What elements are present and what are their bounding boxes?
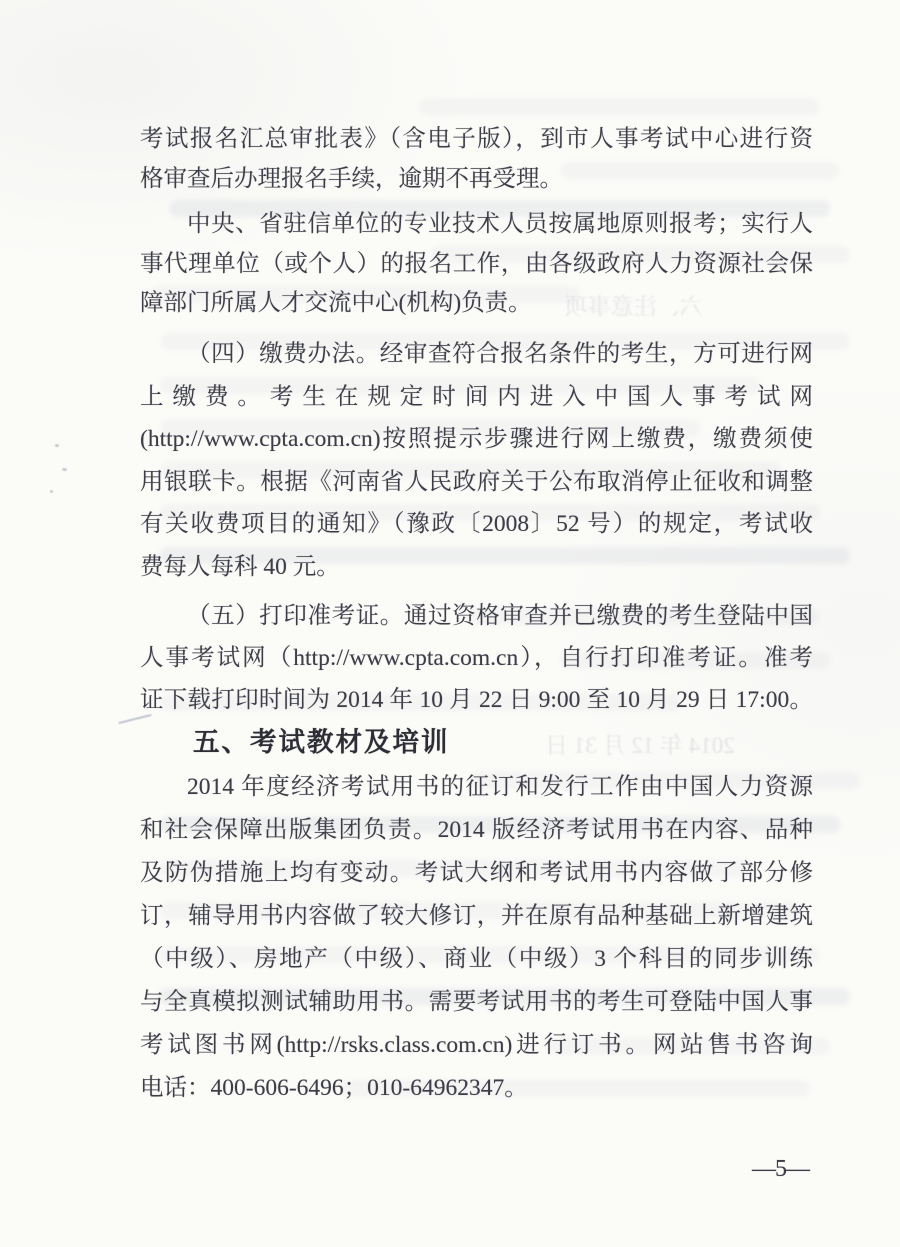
text-line: 证下载打印时间为 2014 年 10 月 22 日 9:00 至 10 月 29 日 17:00。	[140, 687, 813, 714]
para-textbooks	[140, 766, 813, 1110]
text-line: 2014 年度经济考试用书的征订和发行工作由中国人力资源	[187, 774, 813, 800]
text-line: （中级）、房地产（中级）、商业（中级）3 个科目的同步训练	[140, 946, 813, 972]
para-payment	[140, 333, 813, 589]
text-line: 格审查后办理报名手续，逾期不再受理。	[140, 165, 563, 192]
scan-speck	[50, 490, 53, 493]
text-line: 考试报名汇总审批表》（含电子版），到市人事考试中心进行资	[140, 126, 813, 152]
text-line: 障部门所属人才交流中心(机构)负责。	[140, 290, 532, 316]
para-agency	[140, 205, 813, 324]
scan-speck	[55, 444, 59, 447]
text-line: 电话：400-606-6496；010-64962347。	[140, 1075, 528, 1101]
bleed-through-text: 六、注意事项	[565, 294, 703, 319]
bleed-through-text: 2014 年 12 月 31 日	[545, 733, 735, 758]
text-line: (http://www.cpta.com.cn)按照提示步骤进行网上缴费，缴费须使	[140, 426, 813, 453]
para-admission-ticket	[140, 595, 813, 722]
text-line: 费每人每科 40 元。	[140, 553, 340, 580]
text-line: 中央、省驻信单位的专业技术人员按属地原则报考；实行人	[187, 211, 813, 237]
text-line: 人事考试网（http://www.cpta.com.cn），自行打印准考证。准考	[140, 645, 813, 672]
text-line: 考试图书网(http://rsks.class.com.cn)进行订书。网站售书咨询	[140, 1032, 813, 1058]
scan-speck	[62, 468, 67, 471]
para-continuation	[140, 120, 813, 199]
text-line: （四）缴费办法。经审查符合报名条件的考生，方可进行网	[187, 341, 813, 367]
page-number: —5—	[752, 1156, 809, 1182]
text-line: 订，辅导用书内容做了较大修订，并在原有品种基础上新增建筑	[140, 903, 813, 929]
text-line: 用银联卡。根据《河南省人民政府关于公布取消停止征收和调整	[140, 468, 813, 495]
text-line: 和社会保障出版集团负责。2014 版经济考试用书在内容、品种	[140, 817, 813, 843]
text-line: 有关收费项目的通知》（豫政〔2008〕52 号）的规定，考试收	[140, 511, 813, 538]
heading-section-5: 五、考试教材及培训	[193, 727, 450, 757]
bleed-through-streak	[420, 98, 820, 115]
text-line: （五）打印准考证。通过资格审查并已缴费的考生登陆中国	[187, 603, 813, 629]
text-line: 与全真模拟测试辅助用书。需要考试用书的考生可登陆中国人事	[140, 989, 813, 1015]
text-line: 事代理单位（或个人）的报名工作，由各级政府人力资源社会保	[140, 250, 813, 277]
text-line: 及防伪措施上均有变动。考试大纲和考试用书内容做了部分修	[140, 860, 813, 886]
text-line: 上缴费。考生在规定时间内进入中国人事考试网	[140, 383, 813, 410]
